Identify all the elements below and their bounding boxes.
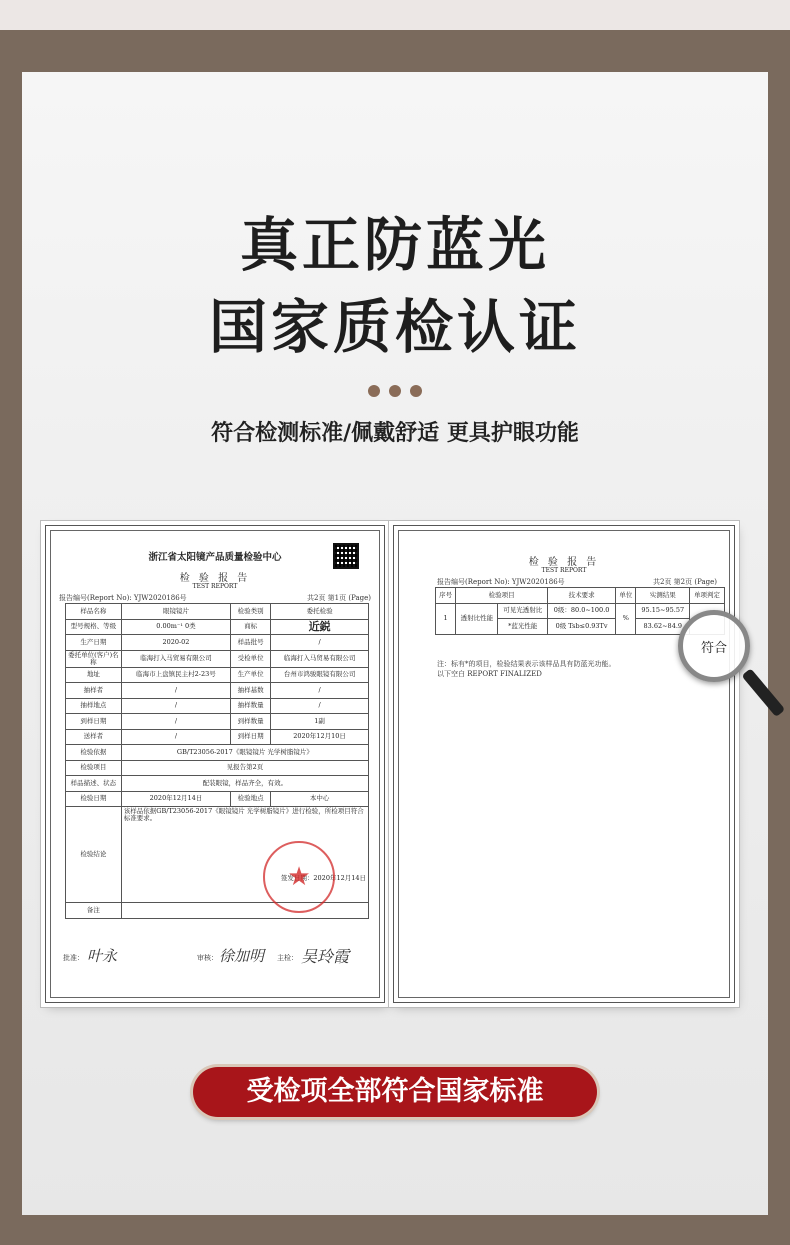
info-value: 近鋭	[271, 619, 369, 635]
report2-note: 注：标有*的项目，检验结果表示该样品具有防蓝光功能。	[437, 660, 616, 668]
report-border	[50, 530, 380, 998]
sample-desc-value: 配装眼镜，样品齐全，有效。	[121, 776, 368, 792]
label-conclusion: 检验结论	[66, 807, 122, 903]
results-table	[435, 587, 725, 635]
info-value: /	[121, 698, 230, 714]
info-row	[66, 667, 369, 683]
result-group: 透射比性能	[456, 603, 498, 634]
report-border	[398, 530, 730, 998]
info-value: 0.00m⁻¹ 0类	[121, 619, 230, 635]
top-band	[0, 0, 790, 30]
info-label: 检验类别	[231, 604, 271, 620]
results-header-cell: 单项判定	[690, 588, 725, 604]
compiler-signature: 吴玲霞	[301, 947, 350, 966]
info-label: 型号规格、等级	[66, 619, 122, 635]
info-label: 地址	[66, 667, 122, 683]
report-title-cn: 检 验 报 告	[179, 573, 251, 584]
info-label: 生产日期	[66, 635, 122, 651]
info-value: /	[271, 698, 369, 714]
results-header-cell: 检验项目	[456, 588, 548, 604]
conclusion-text: 该样品依据GB/T23056-2017《眼镜镜片 光学树脂镜片》进行检验，所检项目符合标准要求。	[123, 807, 364, 823]
label-test-place: 检验地点	[231, 791, 271, 807]
decor-dots	[368, 384, 422, 398]
info-value: /	[271, 683, 369, 699]
result-value-1: 95.15~95.57	[636, 603, 690, 619]
issue-date: 签发日期：2020年12月14日	[280, 873, 366, 882]
info-label: 抽样数量	[231, 698, 271, 714]
info-row	[66, 729, 369, 745]
test-report-page1	[45, 525, 385, 1003]
info-label: 商标	[231, 619, 271, 635]
report-number: 报告编号(Report No): YJW2020186号	[59, 594, 187, 602]
results-header-cell: 实测结果	[636, 588, 690, 604]
label-remark: 备注	[66, 903, 122, 919]
report-title-en: TEST REPORT	[192, 583, 238, 590]
info-label: 样品名称	[66, 604, 122, 620]
info-label: 生产单位	[231, 667, 271, 683]
report2-title-cn: 检 验 报 告	[528, 557, 600, 568]
info-row	[66, 635, 369, 651]
result-item-1: 可见光透射比	[498, 603, 548, 619]
info-label: 抽样者	[66, 683, 122, 699]
report2-finalized: 以下空白 REPORT FINALIZED	[437, 670, 542, 678]
magnifier-icon	[678, 610, 750, 682]
basis-value: GB/T23056-2017《眼镜镜片 光学树脂镜片》	[121, 745, 368, 761]
info-row	[66, 683, 369, 699]
report-page: 共2页 第1页 (Page)	[306, 594, 371, 602]
label-items: 检验项目	[66, 760, 122, 776]
info-label: 到样数量	[231, 714, 271, 730]
info-label: 样品批号	[231, 635, 271, 651]
info-value: 临海市上盘镇民主村2-23号	[121, 667, 230, 683]
result-value-2: 83.62~84.9	[636, 619, 690, 635]
info-label: 抽样基数	[231, 683, 271, 699]
info-value: 眼镜镜片	[121, 604, 230, 620]
verified-label: 审核：	[197, 954, 218, 962]
info-row	[66, 650, 369, 667]
qr-code-icon	[333, 543, 359, 569]
info-row	[66, 698, 369, 714]
verified-signature: 徐加明	[219, 947, 265, 965]
info-label: 到样日期	[231, 729, 271, 745]
result-req-1: 0级：80.0~100.0	[547, 603, 615, 619]
magnifier-text: 符合	[700, 640, 727, 656]
results-header-cell: 序号	[436, 588, 456, 604]
label-basis: 检验依据	[66, 745, 122, 761]
result-row-no: 1	[436, 603, 456, 634]
info-label: 到样日期	[66, 714, 122, 730]
info-value: /	[121, 714, 230, 730]
label-test-date: 检验日期	[66, 791, 122, 807]
info-value: /	[271, 635, 369, 651]
test-date-value: 2020年12月14日	[121, 791, 230, 807]
remark-value	[121, 903, 368, 919]
info-label: 送样者	[66, 729, 122, 745]
standard-banner: 受检项全部符合国家标准	[193, 1067, 597, 1117]
label-sample-desc: 样品描述、状态	[66, 776, 122, 792]
result-req-2: 0级 Tsb≤0.93Tv	[547, 619, 615, 635]
approved-signature: 叶永	[87, 947, 118, 965]
info-value: 临海打入马贸易有限公司	[121, 650, 230, 667]
test-report-page2	[393, 525, 735, 1003]
info-label: 受检单位	[231, 650, 271, 667]
headline-line1: 真正防蓝光	[239, 211, 550, 279]
institute-name: 浙江省太阳镜产品质量检验中心	[148, 552, 282, 563]
report2-title-en: TEST REPORT	[541, 567, 587, 574]
results-header-cell: 技术要求	[547, 588, 615, 604]
info-row	[66, 714, 369, 730]
info-row	[66, 619, 369, 635]
info-value: /	[121, 729, 230, 745]
result-unit: %	[616, 603, 636, 634]
info-value: /	[121, 683, 230, 699]
test-place-value: 本中心	[271, 791, 369, 807]
info-value: 临海打入马贸易有限公司	[271, 650, 369, 667]
result-item-2: *蓝光性能	[498, 619, 548, 635]
items-value: 见报告第2页	[121, 760, 368, 776]
report2-number: 报告编号(Report No): YJW2020186号	[437, 578, 565, 586]
info-value: 2020年12月10日	[271, 729, 369, 745]
compiler-label: 主检：	[277, 954, 298, 962]
info-value: 1副	[271, 714, 369, 730]
report2-page: 共2页 第2页 (Page)	[652, 578, 717, 586]
official-seal-icon: ★	[263, 841, 335, 913]
info-row	[66, 604, 369, 620]
info-value: 委托检验	[271, 604, 369, 620]
results-header-cell: 单位	[616, 588, 636, 604]
headline-line2: 国家质检认证	[208, 293, 581, 361]
info-value: 2020-02	[121, 635, 230, 651]
info-label: 委托单位(客户)名称	[66, 650, 122, 667]
info-value: 台州市鸿骏眼镜有限公司	[271, 667, 369, 683]
subtitle: 符合检测标准/佩戴舒适 更具护眼功能	[211, 421, 579, 446]
approved-label: 批准：	[63, 954, 84, 962]
info-label: 抽样地点	[66, 698, 122, 714]
